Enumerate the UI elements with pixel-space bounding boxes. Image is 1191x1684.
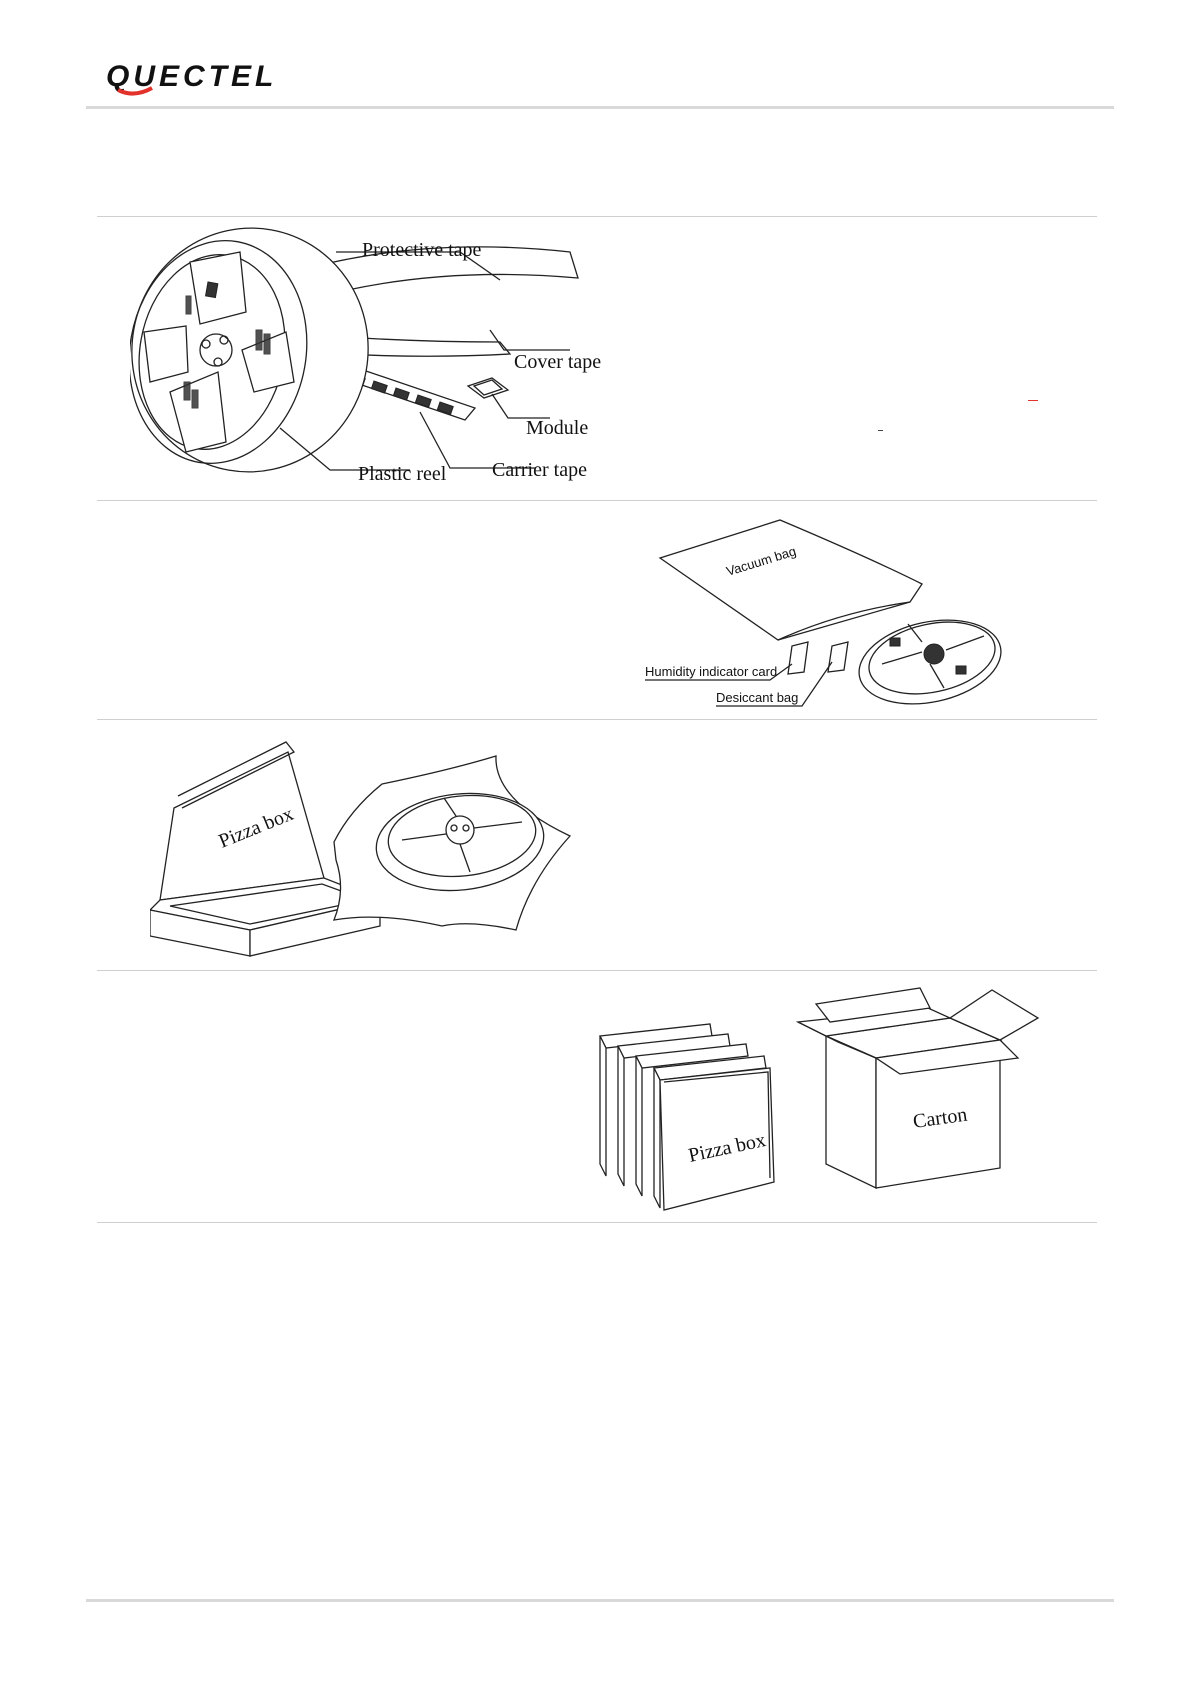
desiccant-bag-shape [828, 642, 848, 672]
vacuum-bag-figure [640, 512, 1020, 712]
reel-tape-figure [130, 222, 610, 494]
table-rule-top [97, 216, 1097, 217]
header-rule [86, 106, 1114, 109]
bagged-reel-shape [334, 756, 570, 930]
carton-label: Carton [911, 1103, 969, 1133]
logo-text: QUECTEL [106, 60, 278, 93]
plastic-reel-shape [130, 222, 387, 491]
reel-shape [851, 608, 1008, 712]
table-rule-3 [97, 970, 1097, 971]
dash-mark [878, 430, 883, 431]
footer-rule [86, 1599, 1114, 1602]
table-rule-1 [97, 500, 1097, 501]
pizza-box-figure [150, 730, 590, 962]
carton-figure [598, 978, 1048, 1216]
pizza-box-label-2: Pizza box [686, 1129, 768, 1167]
module-leader [492, 394, 550, 418]
quectel-logo [104, 58, 334, 98]
carton-shape [798, 988, 1038, 1188]
vacuum-bag-shape [660, 520, 922, 640]
carrier-tape-label: Carrier tape [492, 459, 587, 481]
protective-tape-label: Protective tape [362, 239, 482, 261]
carrier-pockets [349, 374, 453, 414]
vacuum-bag-label: Vacuum bag [724, 543, 798, 579]
desiccant-bag-label: Desiccant bag [716, 690, 799, 705]
module-shape [468, 378, 508, 398]
pizza-box-label: Pizza box [215, 802, 297, 853]
red-mark [1028, 400, 1038, 401]
cover-tape-label: Cover tape [514, 351, 602, 373]
humidity-indicator-card-label: Humidity indicator card [645, 664, 778, 679]
humidity-card-shape [788, 642, 808, 674]
module-label: Module [526, 417, 589, 439]
cover-tape-leader [490, 330, 570, 350]
table-rule-bottom [97, 1222, 1097, 1223]
plastic-reel-label: Plastic reel [358, 463, 447, 485]
table-rule-2 [97, 719, 1097, 720]
stacked-pizza-boxes [600, 1024, 774, 1210]
